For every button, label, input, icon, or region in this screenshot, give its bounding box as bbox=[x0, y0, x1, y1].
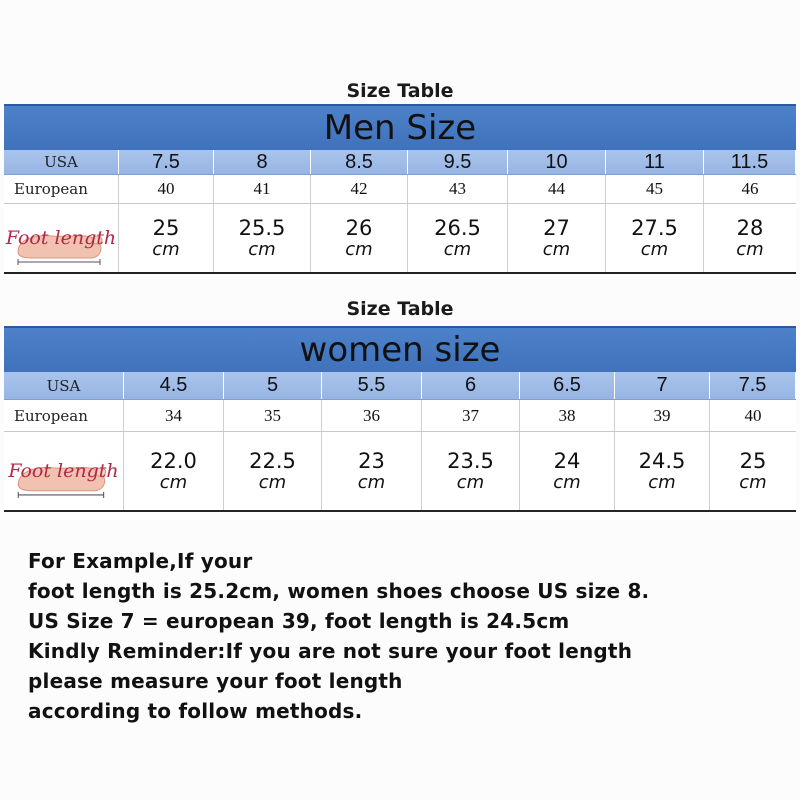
men-foot-length-cell bbox=[311, 204, 408, 272]
women-foot-length-unit: cm bbox=[739, 471, 767, 493]
note-line: foot length is 25.2cm, women shoes choose US size 8. bbox=[28, 579, 650, 603]
women-usa-cell: 6.5 bbox=[520, 372, 615, 399]
men-foot-length-unit: cm bbox=[345, 238, 373, 260]
men-foot-length-unit: cm bbox=[248, 238, 276, 260]
men-foot-length-cell bbox=[606, 204, 704, 272]
women-size-title-band bbox=[4, 326, 796, 372]
women-foot-length-value: 25 bbox=[739, 448, 767, 473]
men-usa-cell: 7.5 bbox=[119, 150, 214, 174]
women-table-caption: Size Table bbox=[346, 298, 454, 320]
women-usa-cell: 6 bbox=[422, 372, 520, 399]
men-foot-length-unit: cm bbox=[152, 238, 180, 260]
women-foot-length-unit: cm bbox=[553, 471, 581, 493]
men-size-title: Men Size bbox=[323, 108, 477, 148]
women-usa-cell: 5.5 bbox=[322, 372, 422, 399]
women-european-cell: 34 bbox=[124, 400, 224, 431]
men-european-cell: 45 bbox=[606, 175, 704, 203]
men-table-caption: Size Table bbox=[346, 80, 454, 102]
women-usa-cell: 7 bbox=[615, 372, 710, 399]
men-usa-cell: 11.5 bbox=[704, 150, 796, 174]
men-european-cell: 44 bbox=[508, 175, 606, 203]
note-line: according to follow methods. bbox=[28, 699, 363, 723]
women-foot-length-unit: cm bbox=[159, 471, 188, 493]
women-european-label: European bbox=[4, 400, 124, 431]
men-foot-length-header bbox=[4, 204, 119, 272]
men-foot-length-value: 26.5 bbox=[434, 215, 481, 240]
note-line: For Example,If your bbox=[28, 549, 253, 573]
women-foot-length-row bbox=[4, 432, 796, 512]
women-usa-cell: 7.5 bbox=[710, 372, 796, 399]
women-foot-length-value: 24.5 bbox=[638, 448, 686, 473]
men-foot-length-unit: cm bbox=[443, 238, 472, 260]
men-european-cell: 41 bbox=[214, 175, 311, 203]
men-size-title-band bbox=[4, 104, 796, 150]
women-european-cell: 35 bbox=[224, 400, 322, 431]
women-usa-row bbox=[4, 372, 796, 400]
men-european-cell: 43 bbox=[408, 175, 508, 203]
women-foot-length-value: 23 bbox=[358, 448, 385, 473]
men-foot-length-value: 26 bbox=[345, 215, 373, 240]
size-guide-notes bbox=[28, 546, 788, 726]
men-usa-cell: 10 bbox=[508, 150, 606, 174]
men-european-cell: 42 bbox=[311, 175, 408, 203]
women-usa-cell: 5 bbox=[224, 372, 322, 399]
men-usa-label: USA bbox=[4, 150, 119, 174]
women-foot-length-unit: cm bbox=[258, 471, 287, 493]
women-foot-length-unit: cm bbox=[648, 471, 676, 493]
note-line: Kindly Reminder:If you are not sure your foot length bbox=[28, 639, 633, 663]
men-european-label: European bbox=[4, 175, 119, 203]
men-foot-length-unit: cm bbox=[736, 238, 764, 260]
men-foot-length-value: 28 bbox=[736, 215, 764, 240]
women-foot-length-unit: cm bbox=[357, 471, 386, 493]
men-foot-length-value: 25 bbox=[152, 215, 180, 240]
women-european-cell: 37 bbox=[422, 400, 520, 431]
note-line: US Size 7 = european 39, foot length is 24.5cm bbox=[28, 609, 570, 633]
women-foot-length-cell bbox=[422, 432, 520, 510]
women-foot-length-cell bbox=[710, 432, 796, 510]
men-foot-length-value: 27 bbox=[543, 215, 570, 240]
women-foot-length-value: 22.5 bbox=[249, 448, 296, 473]
women-size-title: women size bbox=[299, 330, 501, 370]
women-foot-length-value: 22.0 bbox=[150, 448, 197, 473]
women-foot-length-cell bbox=[322, 432, 422, 510]
women-foot-length-cell bbox=[615, 432, 710, 510]
men-usa-row bbox=[4, 150, 796, 175]
men-usa-cell: 11 bbox=[606, 150, 704, 174]
men-foot-length-value: 25.5 bbox=[238, 215, 286, 240]
women-foot-length-unit: cm bbox=[456, 471, 485, 493]
women-foot-length-value: 23.5 bbox=[447, 448, 494, 473]
men-foot-length-label: Foot length bbox=[5, 227, 117, 249]
men-foot-length-cell bbox=[214, 204, 311, 272]
men-foot-length-row bbox=[4, 204, 796, 274]
men-foot-length-cell bbox=[119, 204, 214, 272]
men-foot-length-cell bbox=[704, 204, 796, 272]
men-foot-length-value: 27.5 bbox=[631, 215, 678, 240]
women-european-cell: 36 bbox=[322, 400, 422, 431]
men-european-cell: 46 bbox=[741, 179, 759, 198]
women-foot-length-label: Foot length bbox=[8, 460, 119, 482]
women-european-row bbox=[4, 400, 796, 432]
men-foot-length-cell bbox=[408, 204, 508, 272]
men-foot-length-cell bbox=[508, 204, 606, 272]
women-usa-label: USA bbox=[4, 372, 124, 399]
women-european-cell: 39 bbox=[615, 400, 710, 431]
women-foot-length-cell bbox=[224, 432, 322, 510]
men-usa-cell: 9.5 bbox=[408, 150, 508, 174]
men-foot-length-unit: cm bbox=[542, 238, 571, 260]
women-foot-length-value: 24 bbox=[553, 448, 581, 473]
women-european-cell: 38 bbox=[520, 400, 615, 431]
men-european-row bbox=[4, 175, 796, 204]
men-usa-cell: 8 bbox=[214, 150, 311, 174]
men-european-cell: 40 bbox=[119, 175, 214, 203]
men-foot-length-unit: cm bbox=[640, 238, 669, 260]
women-foot-length-cell bbox=[124, 432, 224, 510]
women-european-cell: 40 bbox=[744, 405, 762, 425]
women-foot-length-header bbox=[4, 432, 124, 510]
women-usa-cell: 4.5 bbox=[124, 372, 224, 399]
note-line: please measure your foot length bbox=[28, 669, 403, 693]
women-foot-length-cell bbox=[520, 432, 615, 510]
men-usa-cell: 8.5 bbox=[311, 150, 408, 174]
